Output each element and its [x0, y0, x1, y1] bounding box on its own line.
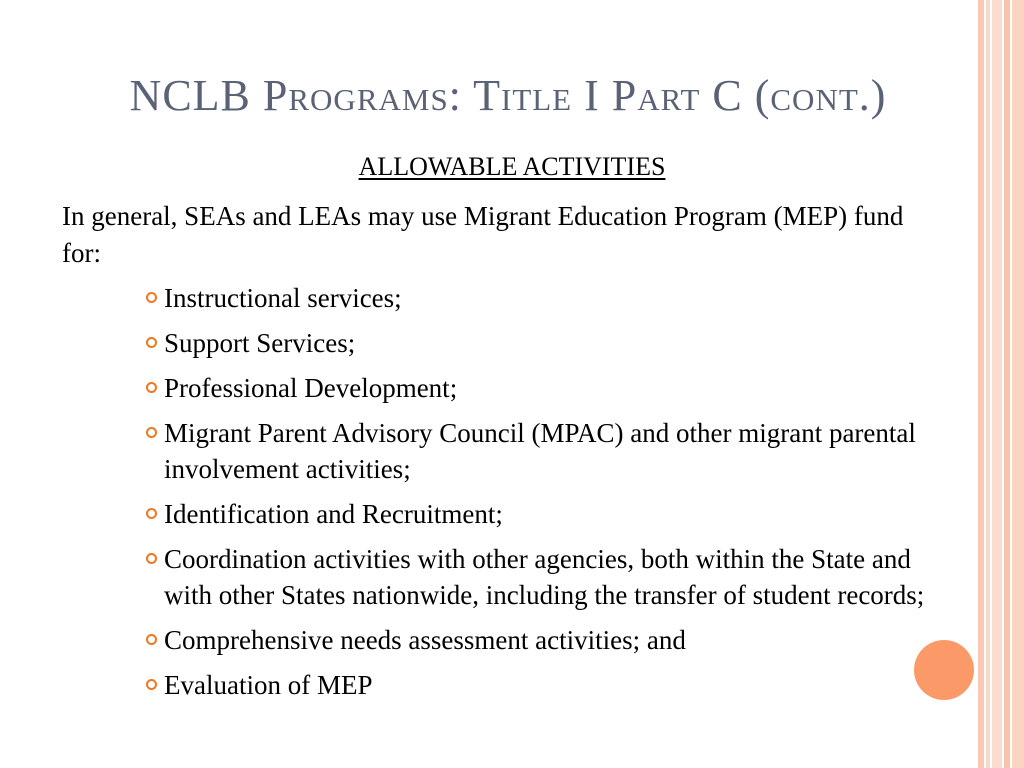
bullet-icon: [146, 679, 157, 690]
list-item-text: Support Services;: [164, 328, 356, 358]
decorative-stripe: [978, 0, 984, 768]
list-item-text: Identification and Recruitment;: [164, 499, 503, 529]
bullet-icon: [146, 292, 157, 303]
list-item: [146, 541, 946, 613]
list-item-text: Instructional services;: [164, 283, 402, 313]
list-item-text: Coordination activities with other agencies, both within the State and with other States nationwide, including the transfer of student records;: [164, 544, 925, 610]
list-item: [146, 415, 946, 487]
bullet-list: [146, 280, 946, 712]
bullet-icon: [146, 634, 157, 645]
list-item: [146, 622, 946, 658]
bullet-icon: [146, 337, 157, 348]
decorative-stripe: [1012, 0, 1024, 768]
bullet-icon: [146, 427, 157, 438]
list-item-text: Professional Development;: [164, 373, 458, 403]
list-item-text: Evaluation of MEP: [164, 670, 373, 700]
bullet-icon: [146, 382, 157, 393]
bullet-icon: [146, 553, 157, 564]
list-item: [146, 370, 946, 406]
intro-paragraph: In general, SEAs and LEAs may use Migrant Education Program (MEP) fund for:: [62, 201, 904, 268]
slide-title: NCLB Programs: Title I Part C (cont.): [129, 71, 887, 120]
decorative-stripe: [986, 0, 990, 768]
bullet-icon: [146, 508, 157, 519]
list-item: [146, 667, 946, 703]
decorative-stripe: [1004, 0, 1010, 768]
list-item: [146, 496, 946, 532]
list-item: [146, 325, 946, 361]
list-item-text: Comprehensive needs assessment activities; and: [164, 625, 686, 655]
decorative-stripe: [992, 0, 1002, 768]
section-heading: ALLOWABLE ACTIVITIES: [358, 152, 666, 181]
list-item-text: Migrant Parent Advisory Council (MPAC) and other migrant parental involvement activities;: [164, 418, 916, 484]
list-item: [146, 280, 946, 316]
